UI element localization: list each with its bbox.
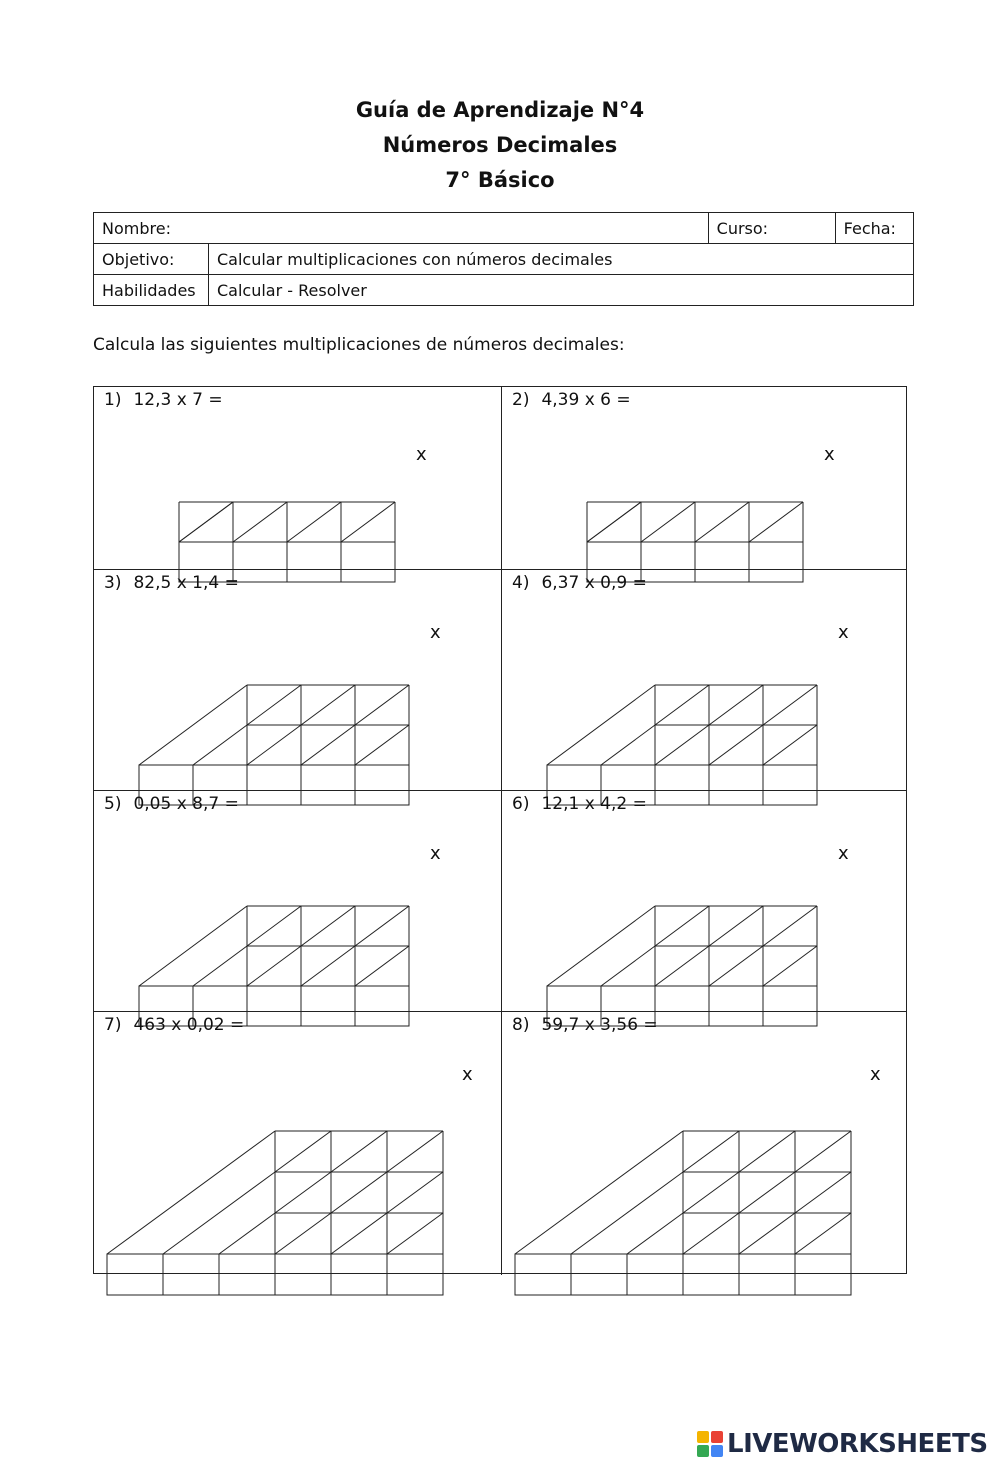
lattice-diagonal (763, 725, 817, 765)
curso-field[interactable] (708, 213, 835, 244)
multiply-sign: x (416, 444, 427, 465)
lattice-diagonal (387, 1172, 443, 1213)
carry-diagonal (179, 502, 233, 542)
nombre-field[interactable] (94, 213, 709, 244)
answer-box[interactable] (107, 1254, 163, 1295)
liveworksheets-logo-icon (697, 1431, 723, 1457)
lattice-diagonal (749, 502, 803, 542)
student-info-table (93, 212, 914, 306)
problem-number: 8) (512, 1015, 530, 1035)
lattice-diagonal (763, 906, 817, 946)
multiply-sign: x (824, 444, 835, 465)
lattice-diagonal (387, 1213, 443, 1254)
answer-box[interactable] (571, 1254, 627, 1295)
lattice-diagonal (709, 725, 763, 765)
lattice-diagonal (683, 1131, 739, 1172)
lattice-diagonal (355, 906, 409, 946)
multiply-sign: x (462, 1064, 473, 1085)
fecha-label: Fecha: (843, 218, 896, 238)
answer-box[interactable] (795, 1254, 851, 1295)
problem-expression: 0,05 x 8,7 = (133, 794, 239, 814)
answer-box[interactable] (515, 1254, 571, 1295)
problem-cell (94, 569, 501, 790)
liveworksheets-logo (697, 1428, 997, 1460)
carry-diagonal (139, 685, 247, 765)
carry-diagonal (193, 725, 247, 765)
carry-diagonal (627, 1213, 683, 1254)
carry-diagonal (601, 725, 655, 765)
lattice-diagonal (795, 1172, 851, 1213)
lattice-grid (502, 1012, 902, 1276)
carry-diagonal (163, 1172, 275, 1254)
objetivo-value: Calcular multiplicaciones con números decimales (209, 244, 914, 275)
objetivo-label: Objetivo: (94, 244, 209, 275)
lattice-diagonal (795, 1131, 851, 1172)
answer-box[interactable] (275, 1254, 331, 1295)
lattice-diagonal (655, 685, 709, 725)
instructions-text: Calcula las siguientes multiplicaciones de números decimales: (93, 335, 625, 355)
lattice-grid (94, 791, 494, 1012)
lattice-grid (502, 791, 902, 1012)
multiply-sign: x (430, 622, 441, 643)
problem-expression: 59,7 x 3,56 = (541, 1015, 658, 1035)
problem-cell (501, 387, 906, 569)
answer-box[interactable] (387, 1254, 443, 1295)
lattice-diagonal (247, 906, 301, 946)
lattice-diagonal (247, 946, 301, 986)
answer-box[interactable] (219, 1254, 275, 1295)
answer-box[interactable] (331, 1254, 387, 1295)
answer-box[interactable] (163, 1254, 219, 1295)
problem-number: 5) (104, 794, 122, 814)
habilidades-value: Calcular - Resolver (209, 275, 914, 306)
nombre-label: Nombre: (102, 218, 171, 238)
lattice-diagonal (331, 1213, 387, 1254)
problem-number: 6) (512, 794, 530, 814)
lattice-diagonal (301, 906, 355, 946)
problem-expression: 12,3 x 7 = (133, 390, 223, 410)
lattice-grid (94, 387, 494, 569)
problem-expression: 4,39 x 6 = (541, 390, 631, 410)
lattice-diagonal (739, 1172, 795, 1213)
worksheet-title: Guía de Aprendizaje N°4 (355, 98, 645, 122)
lattice-diagonal (275, 1213, 331, 1254)
carry-diagonal (515, 1131, 683, 1254)
problem-cell (94, 1011, 501, 1275)
answer-box[interactable] (627, 1254, 683, 1295)
carry-diagonal (547, 906, 655, 986)
lattice-diagonal (641, 502, 695, 542)
lattice-diagonal (301, 685, 355, 725)
fecha-field[interactable] (835, 213, 913, 244)
carry-diagonal (193, 946, 247, 986)
habilidades-label: Habilidades (94, 275, 209, 306)
lattice-diagonal (709, 906, 763, 946)
lattice-diagonal (355, 725, 409, 765)
carry-diagonal (587, 502, 641, 542)
problem-cell (501, 790, 906, 1011)
multiply-sign: x (870, 1064, 881, 1085)
lattice-diagonal (233, 502, 287, 542)
carry-diagonal (601, 946, 655, 986)
lattice-diagonal (763, 685, 817, 725)
lattice-diagonal (341, 502, 395, 542)
carry-diagonal (547, 685, 655, 765)
carry-diagonal (571, 1172, 683, 1254)
lattice-diagonal (387, 1131, 443, 1172)
lattice-diagonal (355, 946, 409, 986)
problem-expression: 463 x 0,02 = (133, 1015, 245, 1035)
lattice-diagonal (287, 502, 341, 542)
problem-number: 4) (512, 573, 530, 593)
problem-cell (94, 790, 501, 1011)
multiply-sign: x (838, 843, 849, 864)
answer-box[interactable] (683, 1254, 739, 1295)
problem-number: 1) (104, 390, 122, 410)
lattice-diagonal (709, 946, 763, 986)
lattice-grid (94, 1012, 494, 1276)
problem-expression: 6,37 x 0,9 = (541, 573, 647, 593)
answer-box[interactable] (739, 1254, 795, 1295)
lattice-grid (502, 570, 902, 791)
lattice-diagonal (763, 946, 817, 986)
problem-expression: 82,5 x 1,4 = (133, 573, 239, 593)
multiply-sign: x (430, 843, 441, 864)
problem-number: 7) (104, 1015, 122, 1035)
carry-diagonal (107, 1131, 275, 1254)
multiply-sign: x (838, 622, 849, 643)
problems-grid (93, 386, 907, 1274)
lattice-diagonal (301, 725, 355, 765)
lattice-diagonal (275, 1172, 331, 1213)
problem-cell (94, 387, 501, 569)
lattice-grid (94, 570, 494, 791)
lattice-diagonal (301, 946, 355, 986)
lattice-diagonal (739, 1213, 795, 1254)
carry-diagonal (219, 1213, 275, 1254)
lattice-diagonal (695, 502, 749, 542)
lattice-diagonal (355, 685, 409, 725)
lattice-diagonal (655, 906, 709, 946)
problem-number: 2) (512, 390, 530, 410)
problem-cell (501, 569, 906, 790)
lattice-diagonal (709, 685, 763, 725)
problem-cell (501, 1011, 906, 1275)
lattice-diagonal (331, 1131, 387, 1172)
lattice-diagonal (331, 1172, 387, 1213)
lattice-diagonal (683, 1213, 739, 1254)
lattice-diagonal (655, 946, 709, 986)
curso-label: Curso: (716, 218, 769, 238)
lattice-diagonal (739, 1131, 795, 1172)
worksheet-grade: 7° Básico (445, 168, 555, 192)
lattice-diagonal (275, 1131, 331, 1172)
lattice-diagonal (795, 1213, 851, 1254)
carry-diagonal (139, 906, 247, 986)
problem-number: 3) (104, 573, 122, 593)
lattice-diagonal (655, 725, 709, 765)
liveworksheets-logo-text: LIVEWORKSHEETS (727, 1429, 988, 1459)
lattice-grid (502, 387, 902, 569)
lattice-diagonal (247, 725, 301, 765)
worksheet-subject: Números Decimales (382, 133, 618, 157)
lattice-diagonal (247, 685, 301, 725)
problem-expression: 12,1 x 4,2 = (541, 794, 647, 814)
lattice-diagonal (683, 1172, 739, 1213)
